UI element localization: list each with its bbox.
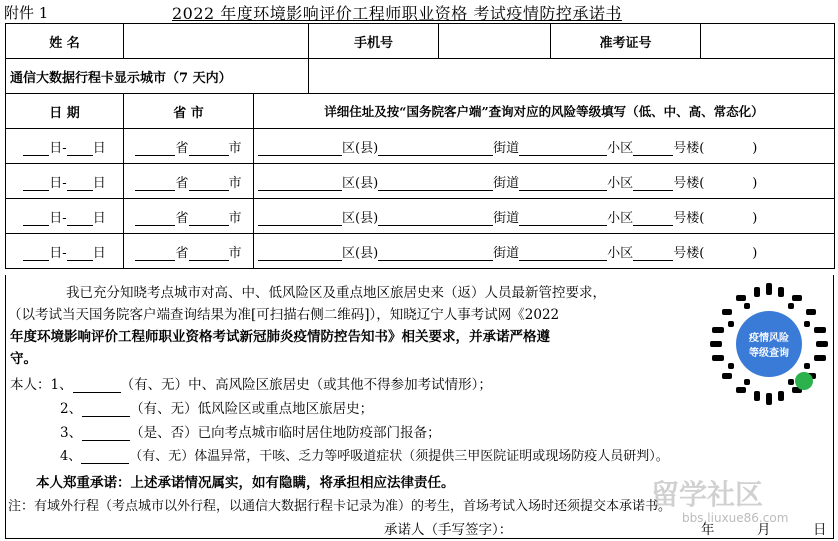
- day-label: 日: [813, 522, 827, 538]
- community-label: 小区: [607, 175, 634, 191]
- promise-item-2: [60, 397, 373, 417]
- address-cell[interactable]: [254, 234, 835, 269]
- day-to-label: 日: [92, 140, 106, 156]
- promise-line-2: （以考试当天国务院客户端查询结果为准[可扫描右侧二维码]），知晓辽宁人事考试网《2022: [8, 307, 560, 323]
- building-label: 号楼(: [673, 140, 705, 156]
- community-label: 小区: [607, 210, 634, 226]
- province-label: 省: [175, 140, 189, 156]
- promise-line-4: 守。: [10, 351, 37, 367]
- province-city-cell[interactable]: [124, 234, 254, 269]
- item-3-blank[interactable]: [82, 426, 130, 441]
- city-unit-label: 市: [228, 210, 242, 226]
- item-2-text: （有、无）低风险区或重点地区旅居史；: [130, 401, 374, 417]
- day-from-label: 日-: [49, 210, 67, 226]
- solemn-statement: [36, 471, 455, 491]
- promise-section: [5, 275, 834, 539]
- street-label: 街道: [493, 140, 520, 156]
- phone-label: 手机号: [309, 24, 439, 59]
- day-to-label: 日: [92, 175, 106, 191]
- qr-label-1: 疫情风险: [749, 333, 789, 344]
- note-line: 注：有域外行程（考点城市以外行程，以通信大数据行程卡记录为准）的考生，首场考试入场时还须提交本承诺书。: [8, 499, 672, 514]
- address-cell[interactable]: [254, 129, 835, 164]
- street-label: 街道: [493, 245, 520, 261]
- item-1-blank[interactable]: [73, 378, 121, 393]
- detail-column-header: 详细住址及按“国务院客户端”查询对应的风险等级填写（低、中、高、常态化）: [254, 94, 835, 129]
- month-label: 月: [756, 522, 771, 538]
- promise-line-3: 年度环境影响评价工程师职业资格考试新冠肺炎疫情防控告知书》相关要求，并承诺严格遵: [10, 329, 550, 345]
- itinerary-row: [6, 129, 835, 164]
- building-label: 号楼(: [673, 175, 705, 191]
- city-unit-label: 市: [228, 175, 242, 191]
- risk-close-paren: ): [752, 210, 758, 226]
- attachment-label: 附件 1: [4, 4, 49, 22]
- community-label: 小区: [607, 245, 634, 261]
- promise-item-3: [60, 421, 441, 441]
- qr-center-badge: [736, 311, 802, 377]
- district-label: 区(县): [342, 210, 379, 226]
- phone-field[interactable]: [439, 24, 551, 59]
- itinerary-row: [6, 199, 835, 234]
- district-label: 区(县): [342, 140, 379, 156]
- province-city-cell[interactable]: [124, 164, 254, 199]
- risk-close-paren: ): [752, 175, 758, 191]
- province-label: 省: [175, 245, 189, 261]
- item-4-text: （有、无）体温异常，干咳、乏力等呼吸道症状（须提供三甲医院证明或现场防疫人员研判）。: [129, 449, 669, 464]
- ticket-label: 准考证号: [551, 24, 701, 59]
- personal-info-row: [6, 24, 835, 59]
- province-city-cell[interactable]: [124, 199, 254, 234]
- item-3-text: （是、否）已向考点城市临时居住地防疫部门报备；: [130, 425, 441, 441]
- city-field[interactable]: [309, 59, 835, 94]
- building-label: 号楼(: [673, 210, 705, 226]
- promise-item-4: [60, 445, 669, 464]
- province-label: 省: [175, 210, 189, 226]
- ticket-field[interactable]: [701, 24, 835, 59]
- document-title: 2022 年度环境影响评价工程师职业资格 考试疫情防控承诺书: [172, 4, 622, 23]
- document-header: [0, 0, 838, 22]
- qr-label-2: 等级查询: [749, 348, 789, 359]
- risk-close-paren: ): [752, 140, 758, 156]
- date-column-header: 日 期: [6, 94, 124, 129]
- date-cell[interactable]: [6, 199, 124, 234]
- signature-label: 承诺人（手写签字）：: [384, 522, 513, 538]
- street-label: 街道: [493, 175, 520, 191]
- province-label: 省: [175, 175, 189, 191]
- promise-line-1: 我已充分知晓考点城市对高、中、低风险区及重点地区旅居史来（返）人员最新管控要求，: [66, 285, 606, 301]
- year-label: 年: [700, 522, 715, 538]
- province-column-header: 省 市: [124, 94, 254, 129]
- address-cell[interactable]: [254, 164, 835, 199]
- item-4-prefix: 4、: [60, 449, 82, 464]
- address-cell[interactable]: [254, 199, 835, 234]
- district-label: 区(县): [342, 175, 379, 191]
- risk-close-paren: ): [752, 245, 758, 261]
- date-cell[interactable]: [6, 129, 124, 164]
- item-4-blank[interactable]: [81, 449, 129, 464]
- day-to-label: 日: [92, 245, 106, 261]
- item-1-prefix: 本人：1、: [10, 377, 73, 393]
- watermark-url: bbs.liuxue86.com: [682, 511, 789, 525]
- city-label: 通信大数据行程卡显示城市（7 天内）: [6, 59, 309, 94]
- city-unit-label: 市: [228, 140, 242, 156]
- date-cell[interactable]: [6, 164, 124, 199]
- building-label: 号楼(: [673, 245, 705, 261]
- itinerary-row: [6, 164, 835, 199]
- name-label: 姓 名: [6, 24, 124, 59]
- province-city-cell[interactable]: [124, 129, 254, 164]
- day-from-label: 日-: [49, 140, 67, 156]
- watermark-logo: 留学社区: [651, 478, 764, 511]
- solemn-text: 本人郑重承诺：上述承诺情况属实，如有隐瞒，将承担相应法律责任。: [36, 475, 455, 491]
- city-unit-label: 市: [228, 245, 242, 261]
- item-2-prefix: 2、: [60, 401, 83, 417]
- item-3-prefix: 3、: [60, 425, 83, 441]
- day-from-label: 日-: [49, 175, 67, 191]
- day-from-label: 日-: [49, 245, 67, 261]
- itinerary-row: [6, 234, 835, 269]
- info-form-table: [5, 23, 835, 269]
- item-1-text: （有、无）中、高风险区旅居史（或其他不得参加考试情形）；: [120, 377, 492, 393]
- date-cell[interactable]: [6, 234, 124, 269]
- district-label: 区(县): [342, 245, 379, 261]
- day-to-label: 日: [92, 210, 106, 226]
- name-field[interactable]: [124, 24, 309, 59]
- community-label: 小区: [607, 140, 634, 156]
- city-row: [6, 59, 835, 94]
- item-2-blank[interactable]: [82, 402, 130, 417]
- promise-item-1: [10, 373, 492, 393]
- street-label: 街道: [493, 210, 520, 226]
- column-header-row: [6, 94, 835, 129]
- risk-query-qr-code[interactable]: [706, 281, 832, 407]
